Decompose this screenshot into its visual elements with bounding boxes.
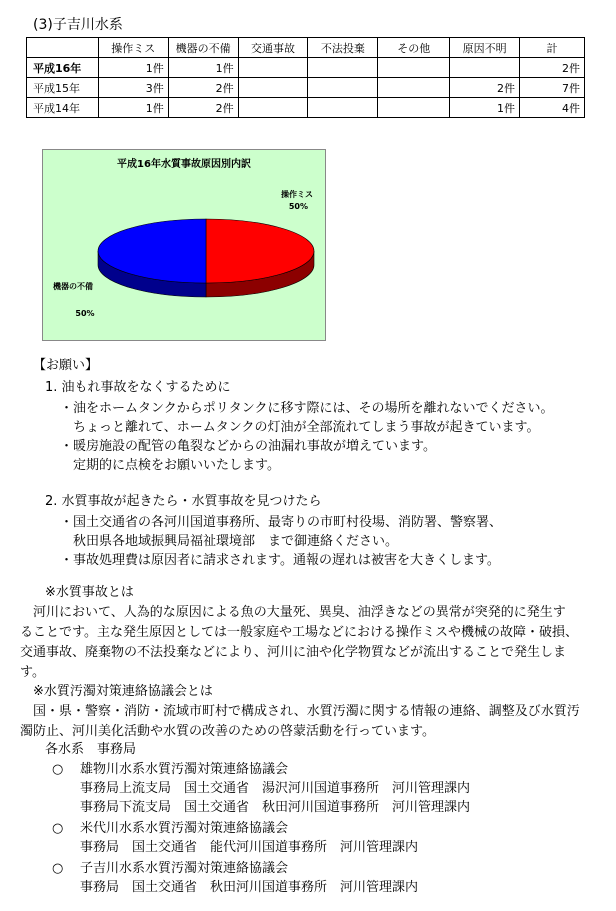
- request-item-2-line: ・事故処理費は原因者に請求されます。通報の遅れは被害を大きくします。: [60, 553, 500, 568]
- request-item-1-title: 1. 油もれ事故をなくするために: [45, 380, 231, 395]
- table-cell: 1件: [450, 98, 520, 118]
- table-cell: [450, 58, 520, 78]
- table-cell: 7件: [520, 78, 585, 98]
- table-row: [27, 58, 585, 78]
- table-cell: [238, 98, 308, 118]
- accident-definition-heading: ※水質事故とは: [45, 585, 134, 600]
- council-definition-heading: ※水質汚濁対策連絡協議会とは: [33, 684, 213, 699]
- accident-definition-line: 河川において、人為的な原因による魚の大量死、異臭、油浮きなどの異常が突発的に発生す: [33, 605, 566, 620]
- slice-value-label: 50%: [75, 309, 95, 318]
- chart-title: 平成16年水質事故原因別内訳: [117, 159, 251, 170]
- table-cell: 2件: [168, 98, 238, 118]
- council-name: 子吉川水系水質汚濁対策連絡協議会: [80, 861, 289, 876]
- table-cell: 1件: [168, 58, 238, 78]
- row-header: 平成16年: [27, 58, 99, 78]
- office-line: 事務局 国土交通省 秋田河川国道事務所 河川管理課内: [80, 880, 419, 895]
- table-cell: 1件: [98, 58, 168, 78]
- accident-definition-line: す。: [20, 665, 45, 680]
- request-item-2-title: 2. 水質事故が起きたら・水質事故を見つけたら: [45, 494, 322, 509]
- circle-bullet-icon: ○: [52, 821, 64, 836]
- column-header: 不法投棄: [308, 38, 378, 58]
- request-item-1-line: 定期的に点検をお願いいたします。: [73, 458, 280, 473]
- request-item-1-line: ・暖房施設の配管の亀裂などからの油漏れ事故が増えています。: [60, 439, 436, 454]
- offices-heading: 各水系 事務局: [45, 742, 137, 757]
- table-cell: [378, 78, 450, 98]
- pie-chart-canvas: [43, 150, 325, 340]
- table-cell: 2件: [520, 58, 585, 78]
- table-cell: [308, 98, 378, 118]
- request-item-2-line: ・国土交通省の各河川国道事務所、最寄りの市町村役場、消防署、警察署、: [60, 515, 503, 530]
- council-definition-line: 濁防止、河川美化活動や水質の改善のための啓蒙活動を行っています。: [20, 724, 435, 739]
- pie-chart: [42, 149, 326, 341]
- office-line: 事務局 国土交通省 能代河川国道事務所 河川管理課内: [80, 840, 419, 855]
- slice-label: 機器の不備: [53, 282, 93, 291]
- column-header: 機器の不備: [168, 38, 238, 58]
- accident-definition-line: 交通事故、廃棄物の不法投棄などにより、河川に油や化学物質などが流出することで発生しま: [20, 645, 567, 660]
- table-header-row: [27, 38, 585, 58]
- column-header: その他: [378, 38, 450, 58]
- circle-bullet-icon: ○: [52, 762, 64, 777]
- table-cell: [378, 98, 450, 118]
- accident-definition-line: ることです。主な発生原因としては一般家庭や工場などにおける操作ミスや機械の故障・破損、: [20, 625, 578, 640]
- table-row: [27, 98, 585, 118]
- table-cell: 3件: [98, 78, 168, 98]
- council-name: 雄物川水系水質汚濁対策連絡協議会: [80, 762, 289, 777]
- table-cell: [308, 58, 378, 78]
- table-cell: 4件: [520, 98, 585, 118]
- circle-bullet-icon: ○: [52, 861, 64, 876]
- request-item-1-line: ちょっと離れて、ホームタンクの灯油が全部流れてしまう事故が起きています。: [73, 420, 540, 435]
- slice-value-label: 50%: [288, 202, 308, 211]
- table-corner-cell: [27, 38, 99, 58]
- column-header: 操作ミス: [98, 38, 168, 58]
- slice-label: 操作ミス: [281, 190, 313, 199]
- column-header: 原因不明: [450, 38, 520, 58]
- request-heading: 【お願い】: [33, 358, 99, 373]
- table-cell: 1件: [98, 98, 168, 118]
- council-definition-line: 国・県・警察・消防・流域市町村で構成され、水質汚濁に関する情報の連絡、調整及び水質汚: [33, 704, 580, 719]
- row-header: 平成15年: [27, 78, 99, 98]
- table-cell: 2件: [450, 78, 520, 98]
- table-cell: [238, 58, 308, 78]
- row-header: 平成14年: [27, 98, 99, 118]
- office-line: 事務局上流支局 国土交通省 湯沢河川国道事務所 河川管理課内: [80, 781, 471, 796]
- council-name: 米代川水系水質汚濁対策連絡協議会: [80, 821, 289, 836]
- section-title: (3)子吉川水系: [33, 17, 123, 33]
- office-line: 事務局下流支局 国土交通省 秋田河川国道事務所 河川管理課内: [80, 800, 471, 815]
- table-cell: 2件: [168, 78, 238, 98]
- column-header: 交通事故: [238, 38, 308, 58]
- request-item-1-line: ・油をホームタンクからポリタンクに移す際には、その場所を離れないでください。: [60, 401, 554, 416]
- request-item-2-line: 秋田県各地域振興局福祉環境部 まで御連絡ください。: [73, 534, 399, 549]
- column-header: 計: [520, 38, 585, 58]
- table-cell: [238, 78, 308, 98]
- table-cell: [378, 58, 450, 78]
- table-cell: [308, 78, 378, 98]
- accident-table: [26, 37, 585, 118]
- table-row: [27, 78, 585, 98]
